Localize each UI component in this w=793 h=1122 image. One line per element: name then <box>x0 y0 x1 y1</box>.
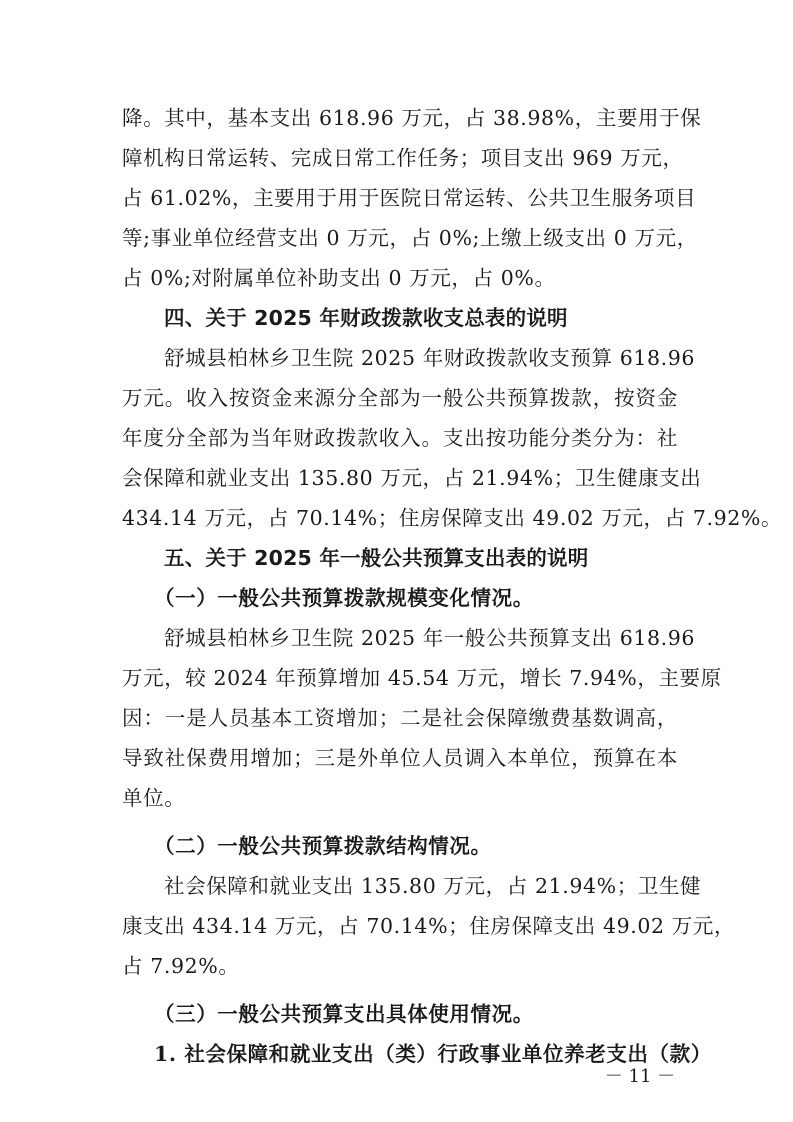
paragraph-line: 舒城县柏林乡卫生院 2025 年财政拨款收支预算 618.96 <box>164 346 696 370</box>
paragraph-line: 万元，较 2024 年预算增加 45.54 万元，增长 7.94%，主要原 <box>122 666 722 690</box>
paragraph-line: 万元。收入按资金来源分全部为一般公共预算拨款，按资金 <box>122 386 678 410</box>
paragraph-line: 会保障和就业支出 135.80 万元，占 21.94%；卫生健康支出 <box>122 466 702 490</box>
subsection-heading: （三）一般公共预算支出具体使用情况。 <box>154 1002 534 1026</box>
section-heading: 四、关于 2025 年财政拨款收支总表的说明 <box>164 306 568 330</box>
paragraph-line: 434.14 万元，占 70.14%；住房保障支出 49.02 万元，占 7.92%。 <box>122 506 783 530</box>
paragraph-line: 单位。 <box>122 786 186 810</box>
paragraph-line: 康支出 434.14 万元，占 70.14%；住房保障支出 49.02 万元， <box>122 914 736 938</box>
paragraph-line: 障机构日常运转、完成日常工作任务；项目支出 969 万元， <box>122 146 684 170</box>
page-number: － 11 － <box>604 1066 676 1087</box>
paragraph-line: 占 61.02%，主要用于用于医院日常运转、公共卫生服务项目 <box>122 186 697 210</box>
paragraph-line: 降。其中，基本支出 618.96 万元，占 38.98%，主要用于保 <box>122 106 702 130</box>
paragraph-line: 导致社保费用增加；三是外单位人员调入本单位，预算在本 <box>122 746 678 770</box>
paragraph-line: 舒城县柏林乡卫生院 2025 年一般公共预算支出 618.96 <box>164 626 696 650</box>
paragraph-line: 占 7.92%。 <box>122 954 240 978</box>
paragraph-line: 因：一是人员基本工资增加；二是社会保障缴费基数调高， <box>122 706 678 730</box>
paragraph-line: 年度分全部为当年财政拨款收入。支出按功能分类分为：社 <box>122 426 678 450</box>
section-heading: 五、关于 2025 年一般公共预算支出表的说明 <box>164 546 589 570</box>
paragraph-line: 社会保障和就业支出 135.80 万元，占 21.94%；卫生健 <box>164 874 702 898</box>
paragraph-line: 占 0%;对附属单位补助支出 0 万元，占 0%。 <box>122 266 556 290</box>
subsection-heading: （二）一般公共预算拨款结构情况。 <box>154 834 492 858</box>
subsection-heading: （一）一般公共预算拨款规模变化情况。 <box>154 586 534 610</box>
subsection-heading: 1. 社会保障和就业支出（类）行政事业单位养老支出（款） <box>154 1042 712 1066</box>
paragraph-line: 等;事业单位经营支出 0 万元，占 0%;上缴上级支出 0 万元， <box>122 226 698 250</box>
